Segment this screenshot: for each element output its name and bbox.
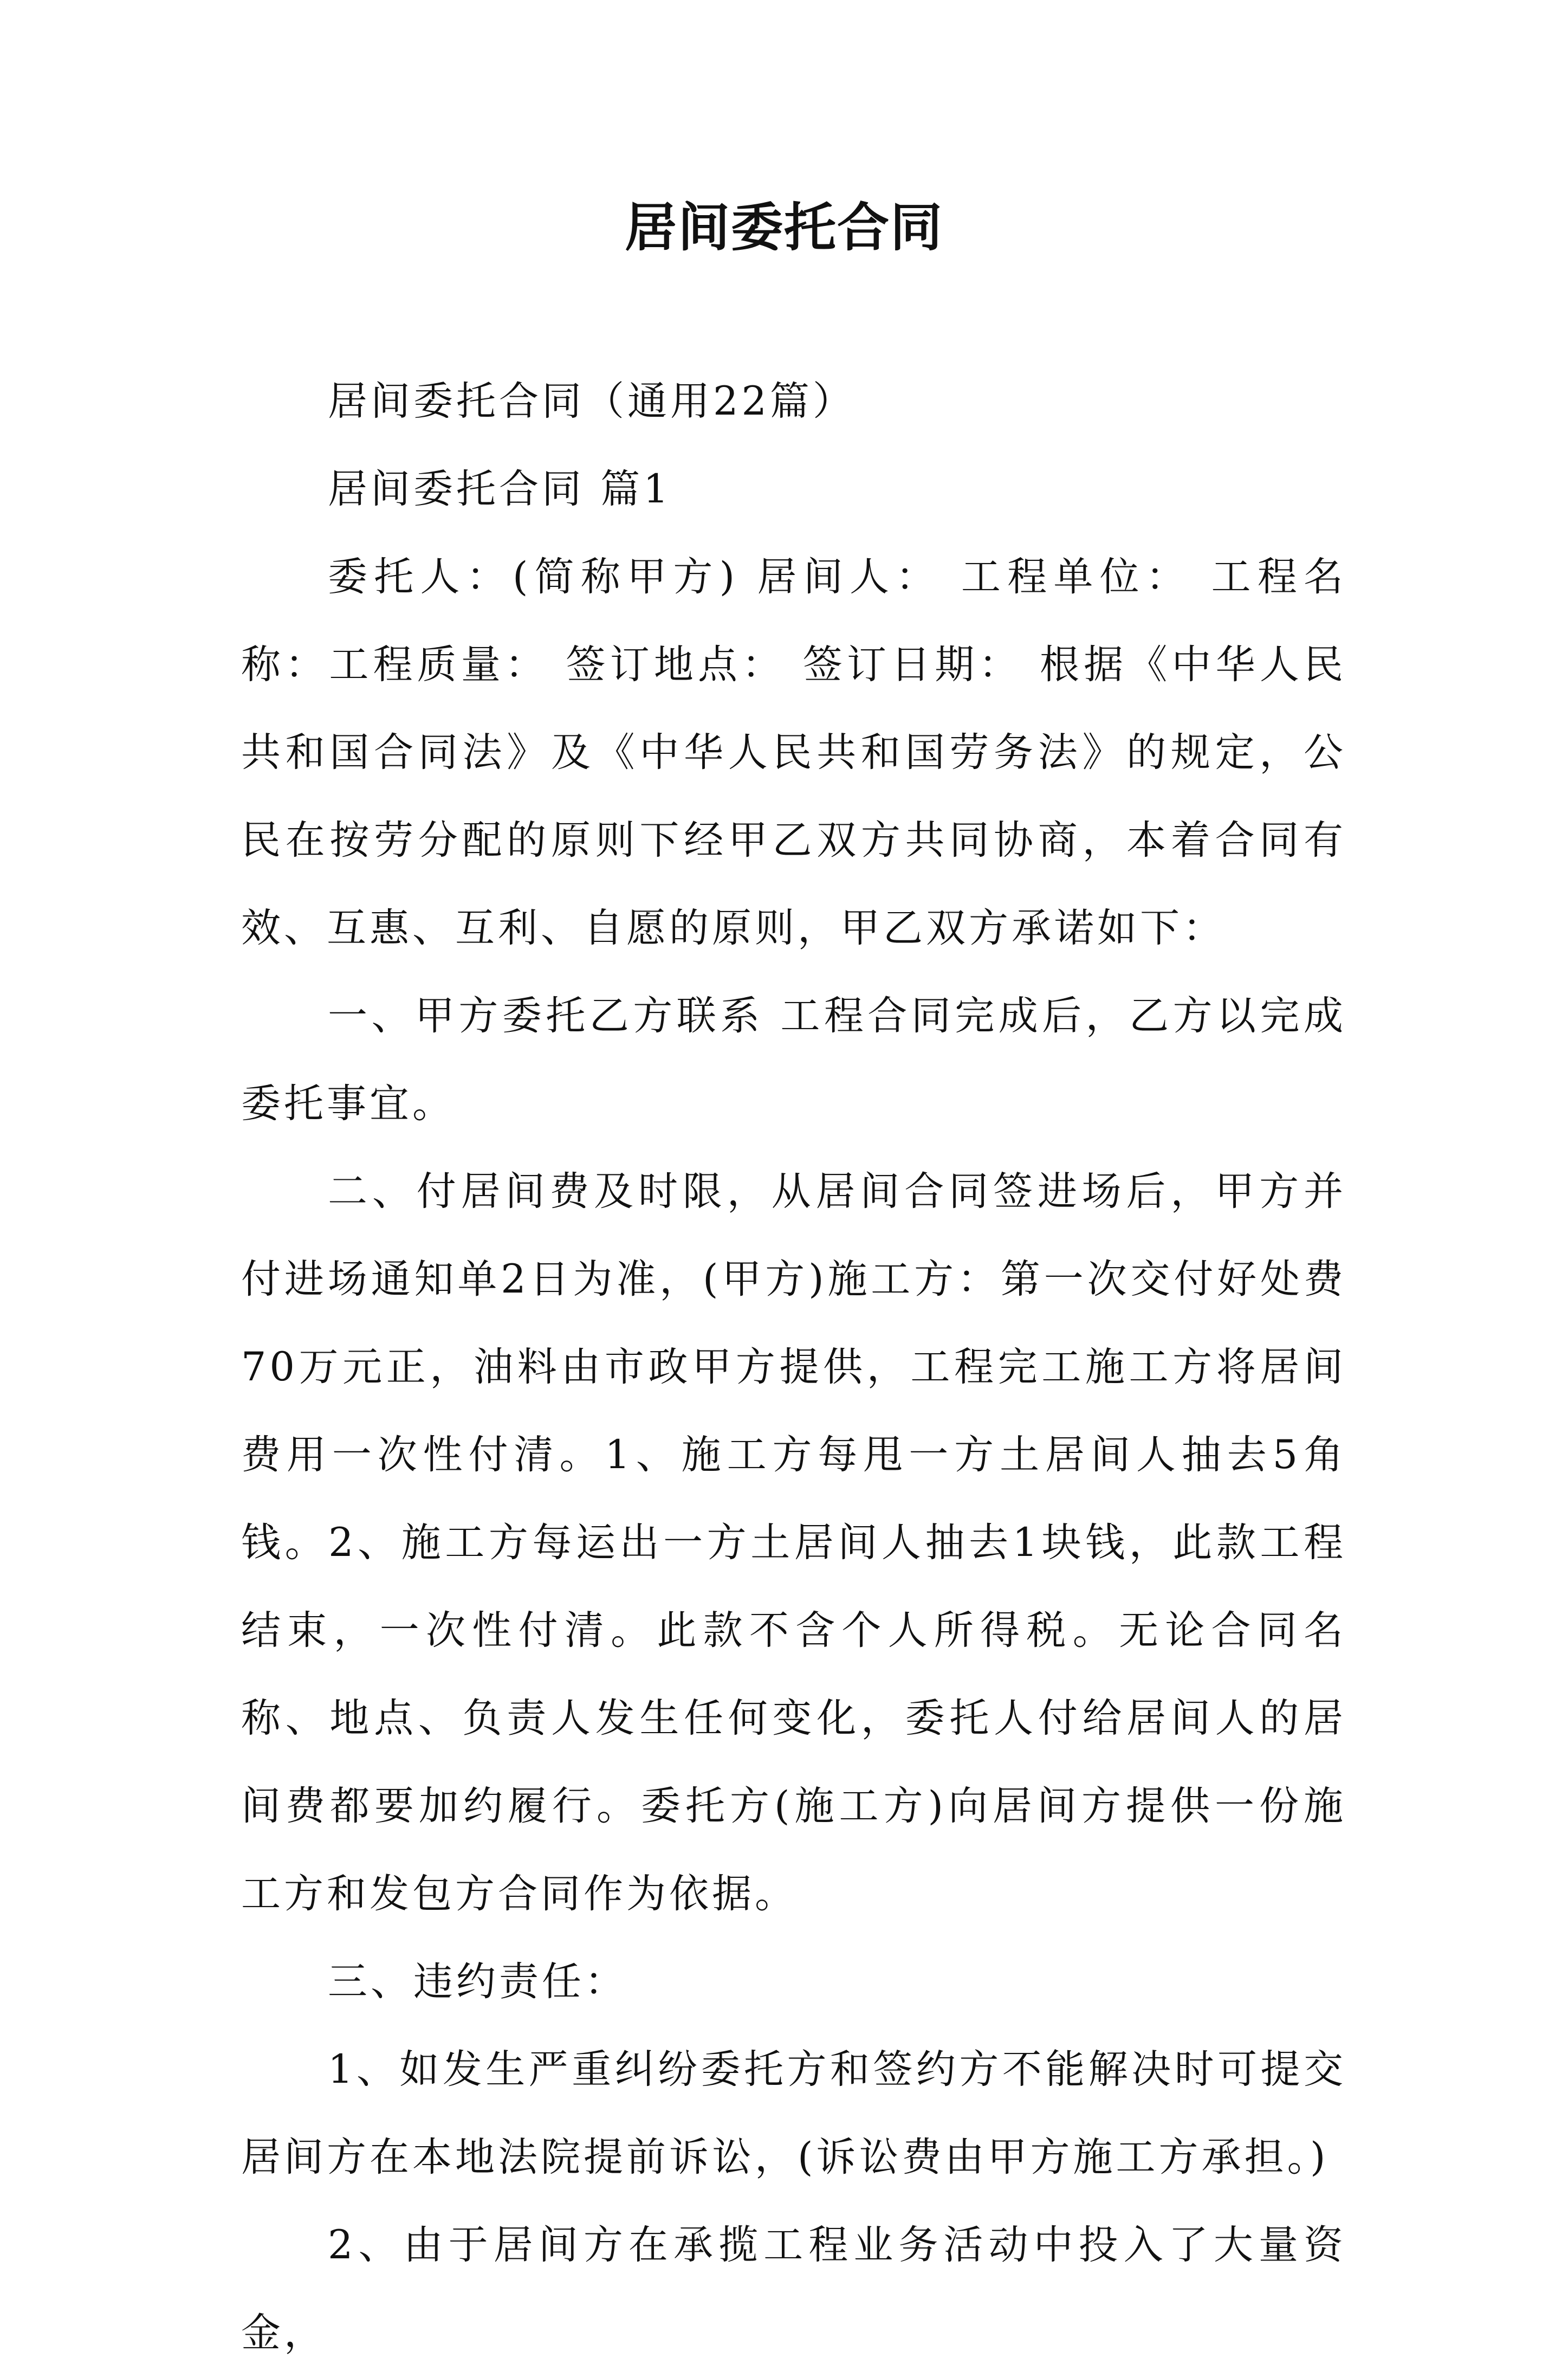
document-body <box>241 358 1346 2377</box>
parties-paragraph: 委托人：(简称甲方) 居间人： 工程单位： 工程名称：工程质量： 签订地点： 签订日期： 根据《中华人民共和国合同法》及《中华人民共和国劳务法》的规定，公民在按劳分配的原则下经甲乙双方共同协商，本着合同有效、互惠、互利、自愿的原则，甲乙双方承诺如下： <box>241 554 1346 951</box>
clause-3-heading: 三、违约责任： <box>328 1959 627 2005</box>
clause-1-paragraph: 一、甲方委托乙方联系 工程合同完成后，乙方以完成委托事宜。 <box>241 993 1346 1127</box>
clause-3-item-1: 1、如发生严重纠纷委托方和签约方不能解决时可提交居间方在本地法院提前诉讼，(诉讼费由甲方施工方承担。) <box>241 2046 1346 2180</box>
clause-3-item-2: 2、由于居间方在承揽工程业务活动中投入了大量资金， <box>241 2222 1346 2356</box>
document-title: 居间委托合同 <box>625 197 943 258</box>
subtitle-paragraph: 居间委托合同（通用22篇） <box>328 378 856 424</box>
section-heading: 居间委托合同 篇1 <box>328 466 672 512</box>
clause-2-paragraph: 二、付居间费及时限，从居间合同签进场后，甲方并付进场通知单2日为准，(甲方)施工方：第一次交付好处费70万元正，油料由市政甲方提供，工程完工施工方将居间费用一次性付清。1、施工方每甩一方土居间人抽去5角钱。2、施工方每运出一方土居间人抽去1块钱，此款工程结束，一次性付清。此款不含个人所得税。无论合同名称、地点、负责人发生任何变化，委托人付给居间人的居间费都要加约履行。委托方(施工方)向居间方提供一份施工方和发包方合同作为依据。 <box>241 1168 1346 1917</box>
